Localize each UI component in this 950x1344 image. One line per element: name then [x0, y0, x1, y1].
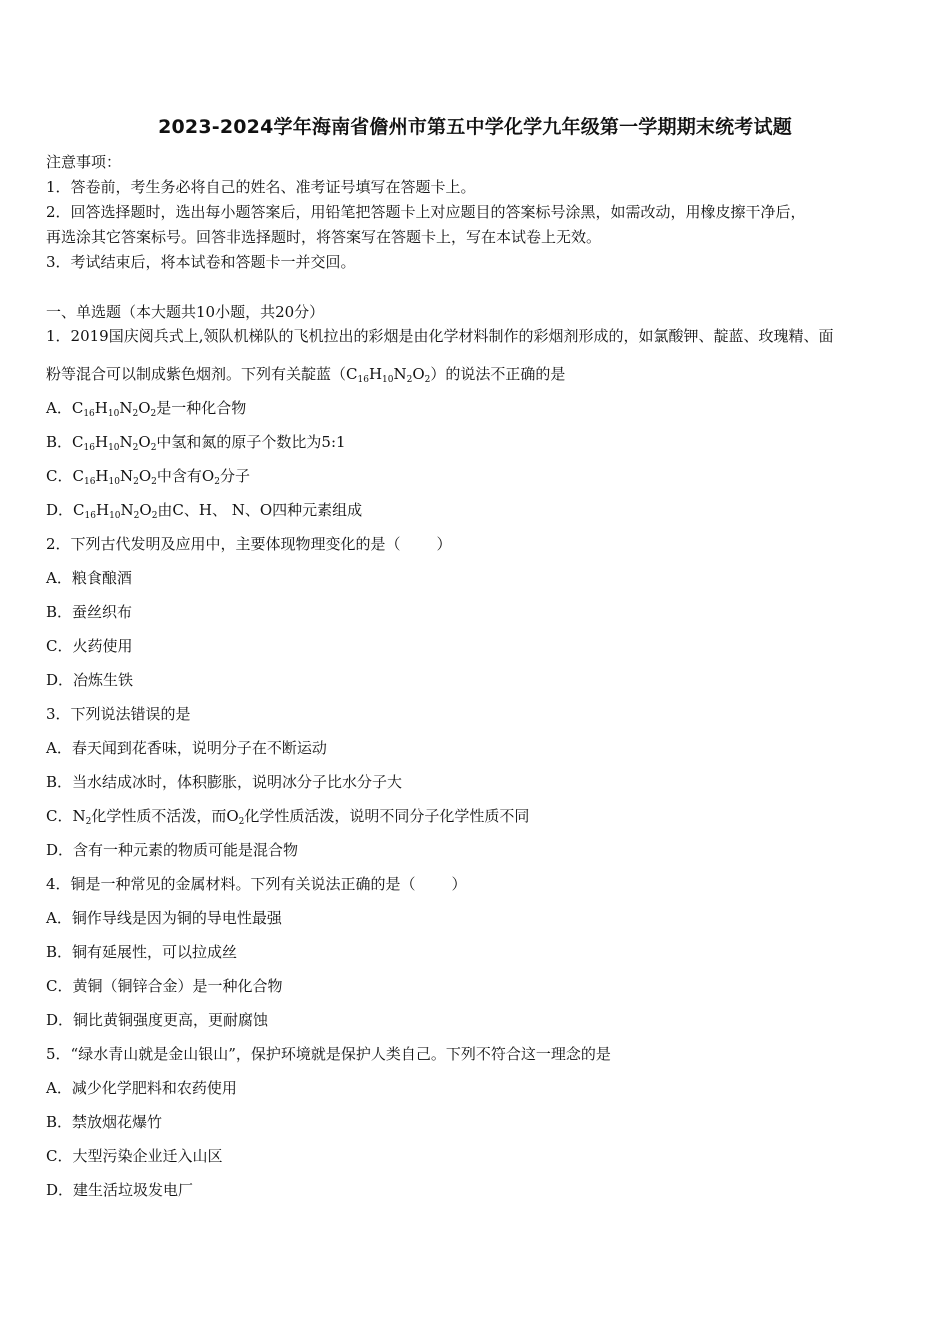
q1-stem-line2 — [46, 364, 910, 384]
notice-item: 3．考试结束后，将本试卷和答题卡一并交回。 — [46, 253, 356, 271]
q2-option: B．蚕丝织布 — [46, 603, 133, 621]
section-heading: 一、单选题（本大题共10小题，共20分） — [46, 303, 325, 321]
notice-item: 1．答卷前，考生务必将自己的姓名、准考证号填写在答题卡上。 — [46, 178, 476, 196]
q3-option-b: B．当水结成冰时，体积膨胀，说明冰分子比水分子大 — [46, 773, 403, 791]
formula: $C_{16}H_{10}N_2O_2$ — [346, 365, 431, 385]
q4-option: D．铜比黄铜强度更高，更耐腐蚀 — [46, 1011, 269, 1029]
q5-option: C．大型污染企业迁入山区 — [46, 1147, 223, 1165]
q2-option: D．冶炼生铁 — [46, 671, 134, 689]
q1-option-c: C．$C_{16}H_{10}N_2O_2$中含有$O_2$分子 — [46, 467, 250, 487]
q1-option-d: D．$C_{16}H_{10}N_2O_2$由C、H、 N、O四种元素组成 — [46, 501, 363, 521]
q2-stem: 2．下列古代发明及应用中，主要体现物理变化的是（ ） — [46, 535, 452, 553]
q1-stem-line1: 1．2019国庆阅兵式上,领队机梯队的飞机拉出的彩烟是由化学材料制作的彩烟剂形成的，如氯酸钾、靛蓝、玫瑰精、面 — [46, 327, 834, 345]
q3-option-c: C．$N_2$化学性质不活泼，而$O_2$化学性质活泼，说明不同分子化学性质不同 — [46, 807, 530, 827]
q3-option-a: A．春天闻到花香味，说明分子在不断运动 — [46, 739, 327, 757]
q5-option: B．禁放烟花爆竹 — [46, 1113, 163, 1131]
formula: $C_{16}H_{10}N_2O_2$ — [72, 467, 157, 487]
q1-option-a: A．$C_{16}H_{10}N_2O_2$是一种化合物 — [46, 399, 247, 419]
notice-item: 再选涂其它答案标号。回答非选择题时，将答案写在答题卡上，写在本试卷上无效。 — [46, 228, 602, 246]
q4-option: C．黄铜（铜锌合金）是一种化合物 — [46, 977, 283, 995]
q5-option: A．减少化学肥料和农药使用 — [46, 1079, 237, 1097]
q4-stem: 4．铜是一种常见的金属材料。下列有关说法正确的是（ ） — [46, 875, 467, 893]
q5-stem: 5．“绿水青山就是金山银山”，保护环境就是保护人类自己。下列不符合这一理念的是 — [46, 1045, 611, 1063]
exam-title: 2023-2024学年海南省儋州市第五中学化学九年级第一学期期末统考试题 — [158, 116, 792, 138]
q4-option: A．铜作导线是因为铜的导电性最强 — [46, 909, 282, 927]
notice-item: 2．回答选择题时，选出每小题答案后，用铅笔把答题卡上对应题目的答案标号涂黑，如需改动，用橡皮擦干净后， — [46, 203, 806, 221]
formula: $C_{16}H_{10}N_2O_2$ — [72, 433, 157, 453]
q3-stem: 3．下列说法错误的是 — [46, 705, 191, 723]
q3-option-d: D．含有一种元素的物质可能是混合物 — [46, 841, 299, 859]
formula: $C_{16}H_{10}N_2O_2$ — [73, 501, 158, 521]
q1-stem-text: ）的说法不正确的是 — [430, 365, 566, 383]
q4-option: B．铜有延展性，可以拉成丝 — [46, 943, 238, 961]
q2-option: C．火药使用 — [46, 637, 133, 655]
q1-stem-text: 粉等混合可以制成紫色烟剂。下列有关靛蓝（ — [46, 365, 347, 383]
q2-option: A．粮食酿酒 — [46, 569, 132, 587]
q5-option: D．建生活垃圾发电厂 — [46, 1181, 194, 1199]
formula: $C_{16}H_{10}N_2O_2$ — [71, 399, 157, 419]
q1-option-b: B．$C_{16}H_{10}N_2O_2$中氢和氮的原子个数比为5:1 — [46, 433, 346, 453]
notice-heading: 注意事项： — [46, 153, 122, 171]
